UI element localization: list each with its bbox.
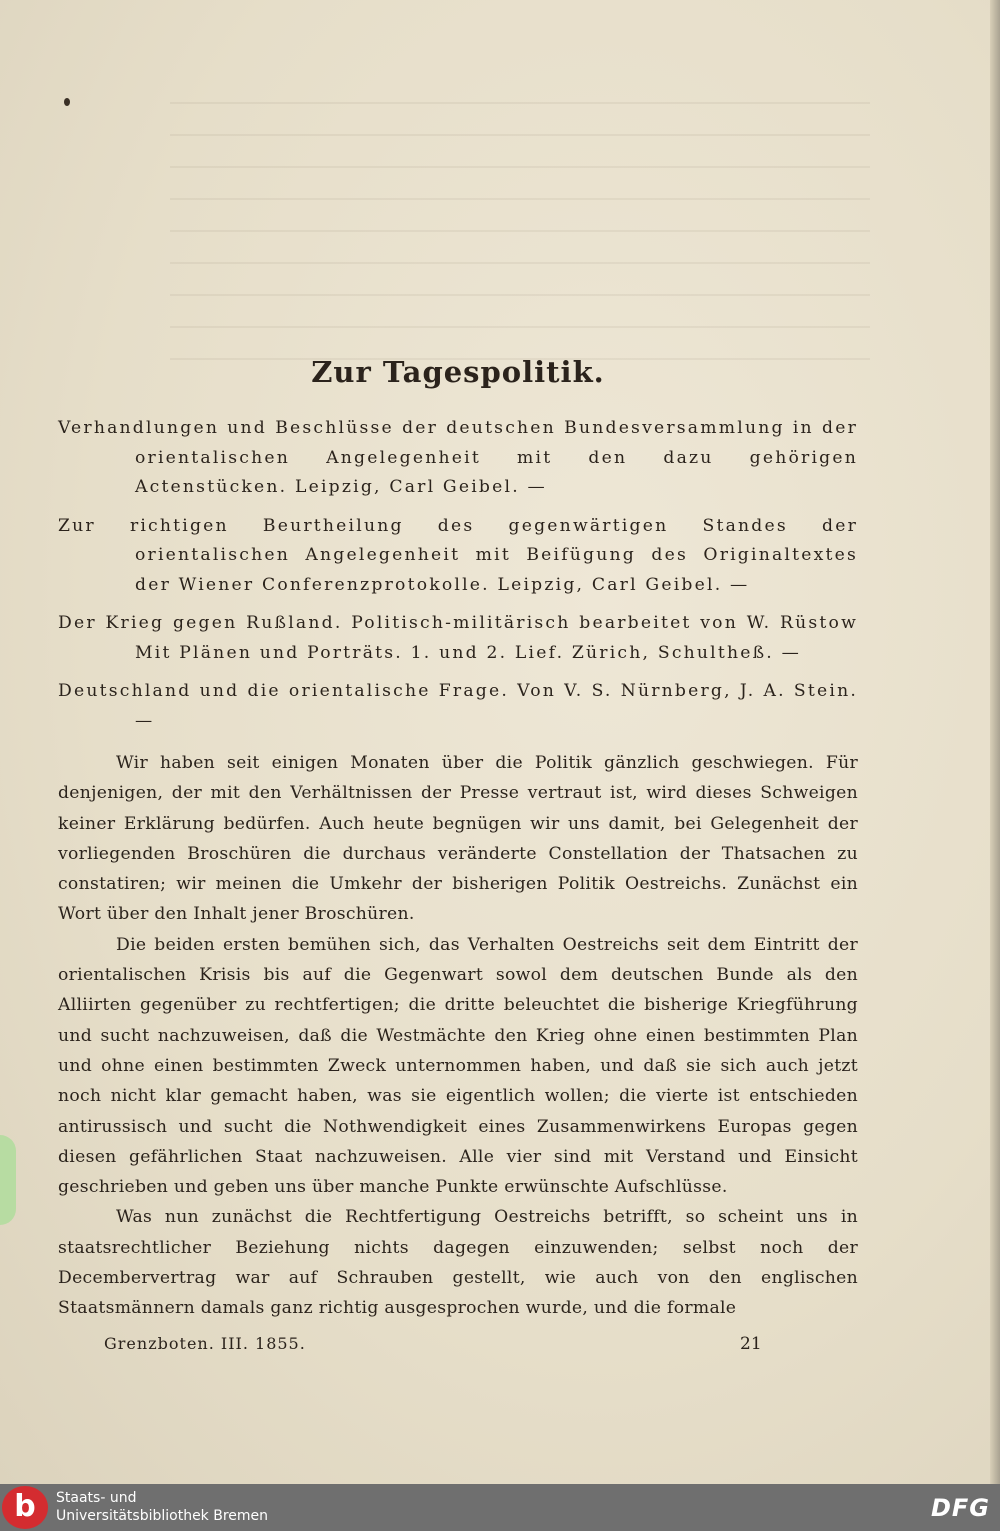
bibliography-entry: Zur richtigen Beurtheilung des gegenwärtigen Standes der orientalischen Angelegenheit mit Beifügung des Originaltextes der Wiener Conferenzprotokolle. Leipzig, Carl Geibel. —	[58, 515, 858, 595]
body-paragraph: Die beiden ersten bemühen sich, das Verhalten Oestreichs seit dem Eintritt der orientalischen Krisis bis auf die Gegenwart sowol dem deutschen Bunde als den Alliirten gegenüber zu rechtfertigen; die dritte beleuchtet die bisherige Kriegführung und sucht nachzuweisen, daß die Westmächte den Krieg ohne einen bestimmten Plan und ohne einen bestimmten Zweck unternommen haben, und daß sie sich auch jetzt noch nicht klar gemacht haben, was sie eigentlich wollen; die vierte ist entschieden antirussisch und sucht die Nothwendigkeit eines Zusammenwirkens Europas gegen diesen gefährlichen Staat nachzuweisen. Alle vier sind mit Verstand und Einsicht geschrieben und geben uns über manche Punkte erwünschte Aufschlüsse.	[58, 934, 858, 1198]
institution-line-2: Universitätsbibliothek Bremen	[56, 1508, 269, 1524]
institution-line-1: Staats- und	[56, 1490, 137, 1506]
ink-spot	[64, 98, 70, 106]
institution-name[interactable]	[56, 1489, 268, 1525]
dfg-logo[interactable]: DFG	[930, 1494, 990, 1522]
page-edge	[990, 0, 1000, 1484]
page-marker-tab	[0, 1135, 16, 1225]
viewer-footer-bar	[0, 1484, 1000, 1531]
bibliography-entry: Der Krieg gegen Rußland. Politisch-militärisch bearbeitet von W. Rüstow Mit Plänen und Porträts. 1. und 2. Lief. Zürich, Schultheß. —	[58, 613, 858, 663]
page-title: Zur Tagespolitik.	[311, 355, 605, 389]
body-paragraph: Wir haben seit einigen Monaten über die Politik gänzlich geschwiegen. Für denjenigen, der mit den Verhältnissen der Presse vertraut ist, wird dieses Schweigen keiner Erklärung bedürfen. Auch heute begnügen wir uns damit, bei Gelegenheit der vorliegenden Broschüren die durchaus veränderte Constellation der Thatsachen zu constatiren; wir meinen die Umkehr der bisherigen Politik Oestreichs. Zunächst ein Wort über den Inhalt jener Broschüren.	[58, 753, 858, 925]
bibliography-entry: Deutschland und die orientalische Frage. Von V. S. Nürnberg, J. A. Stein. —	[58, 681, 858, 731]
bibliography-entry: Verhandlungen und Beschlüsse der deutschen Bundesversammlung in der orientalischen Angelegenheit mit den dazu gehörigen Actenstücken. Leipzig, Carl Geibel. —	[58, 418, 858, 497]
page-footer	[58, 1334, 858, 1364]
body-paragraph: Was nun zunächst die Rechtfertigung Oestreichs betrifft, so scheint uns in staatsrechtlicher Beziehung nichts dagegen einzuwenden; selbst noch der Decembervertrag war auf Schrauben gestellt, wie auch von den englischen Staatsmännern damals ganz richtig ausgesprochen wurde, und die formale	[58, 1207, 858, 1319]
journal-citation: Grenzboten. III. 1855.	[104, 1334, 306, 1353]
show-through-text	[170, 80, 870, 360]
page-content	[58, 352, 858, 1324]
signature-mark: 21	[740, 1334, 762, 1354]
library-logo-icon[interactable]: b	[2, 1486, 48, 1529]
